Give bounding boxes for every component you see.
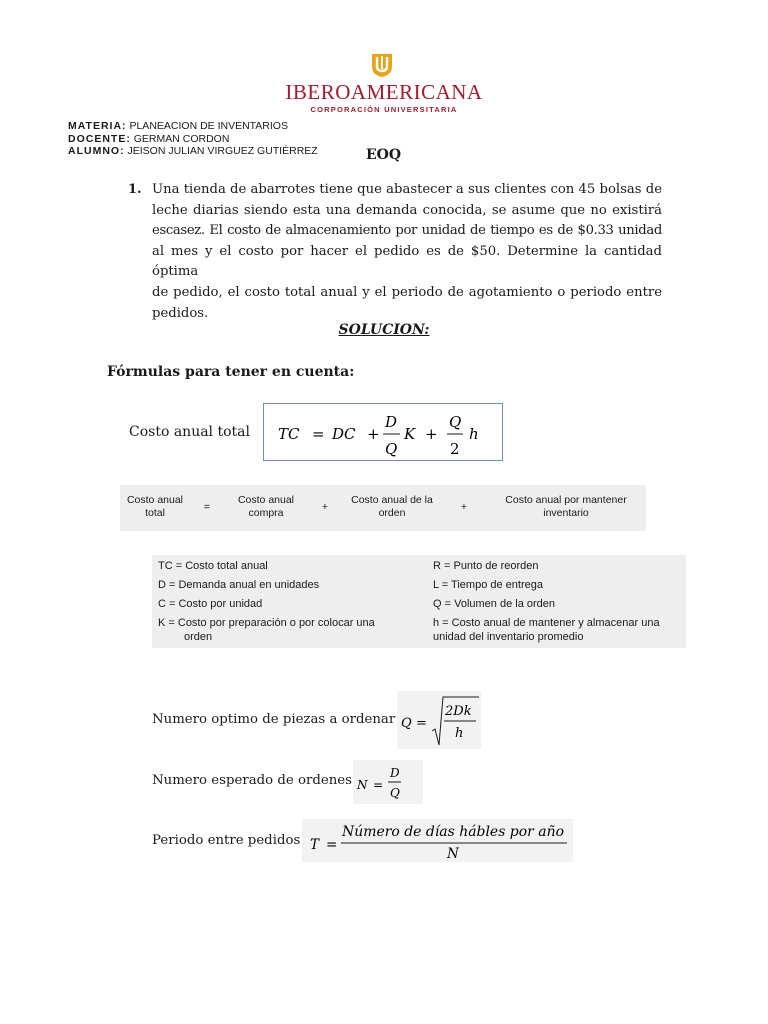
alumno-label: ALUMNO: [68, 145, 125, 157]
formula-n-den: Q [390, 786, 400, 800]
formula-q-lhs: Q [401, 716, 412, 731]
cost-cell-line: Costo anual [126, 494, 184, 506]
problem-statement [128, 180, 662, 324]
formulas-title: Fórmulas para tener en cuenta: [107, 364, 355, 380]
cost-cell-line: Costo anual de la [351, 494, 433, 506]
docente-label: DOCENTE: [68, 132, 131, 145]
cost-cell-orden [340, 494, 444, 520]
legend-item: unidad del inventario promedio [433, 631, 584, 643]
problem-line: de pedido, el costo total anual y el periodo de agotamiento o periodo entre [152, 284, 662, 300]
alumno-value: JEISON JULIAN VIRGUEZ GUTIÉRREZ [127, 145, 318, 157]
cost-breakdown-band [120, 485, 646, 531]
legend-item: L = Tiempo de entrega [433, 579, 543, 591]
total-cost-formula [263, 403, 503, 461]
problem-number: 1. [128, 182, 142, 197]
alumno-row [68, 145, 318, 158]
problem-line: leche diarias siendo esta una demanda conocida, se asume que no existirá [152, 202, 662, 218]
cost-cell-line: Costo anual [237, 494, 295, 506]
formula-t-den: N [447, 846, 459, 862]
tc-frac1-num: D [385, 413, 398, 431]
formula-n-label: Numero esperado de ordenes [152, 773, 352, 788]
cost-cell-total [120, 494, 190, 520]
cost-cell-line: Costo anual por mantener [505, 494, 627, 506]
materia-value: PLANEACION DE INVENTARIOS [129, 120, 288, 132]
logo-subtitle: CORPORACIÓN UNIVERSITARIA [310, 105, 458, 114]
cost-cell-inventario [490, 494, 642, 520]
formula-q-equals: = [416, 716, 427, 731]
solution-title: SOLUCION: [338, 322, 430, 338]
legend-item: D = Demanda anual en unidades [158, 579, 320, 591]
logo-name: IBEROAMERICANA [285, 80, 483, 104]
legend-item: R = Punto de reorden [433, 560, 539, 572]
tc-equals: = [312, 425, 325, 443]
formula-n-equals: = [373, 778, 384, 792]
cost-op-plus-2: + [460, 501, 468, 513]
legend-item: TC = Costo total anual [158, 560, 268, 572]
problem-text [152, 180, 662, 324]
tc-frac2-den: 2 [450, 440, 460, 458]
formula-n-lhs: N [357, 778, 368, 792]
problem-line: escasez. El costo de almacenamiento por unidad de tiempo es de $0.33 unidad [152, 223, 662, 239]
problem-line: al mes y el costo por hacer el pedido es de $50. Determine la cantidad óptima [152, 243, 662, 280]
formula-q-den: h [455, 726, 464, 741]
cost-cell-compra [224, 494, 308, 520]
formula-q-label: Numero optimo de piezas a ordenar [152, 712, 396, 727]
university-logo [0, 50, 768, 112]
cost-op-plus-1: + [321, 501, 329, 513]
formula-q [397, 691, 481, 749]
formula-n-num: D [390, 766, 400, 780]
formula-t-num: Número de días hábles por año [340, 824, 564, 840]
problem-line: Una tienda de abarrotes tiene que abastecer a sus clientes con 45 bolsas de [152, 182, 662, 197]
shield-logo-icon [370, 52, 394, 78]
docente-value: GERMAN CORDON [133, 132, 230, 145]
tc-term-h: h [469, 425, 479, 443]
tc-symbol: TC [278, 425, 300, 443]
formula-t-lhs: T [310, 837, 320, 853]
tc-term-dc: DC [332, 425, 356, 443]
cost-cell-line: total [145, 507, 165, 519]
formula-n [353, 760, 423, 804]
variables-legend [152, 555, 686, 648]
materia-row [68, 120, 318, 133]
legend-item: C = Costo por unidad [158, 598, 263, 610]
cost-op-equals: = [203, 501, 211, 513]
formula-t-label: Periodo entre pedidos [152, 833, 301, 848]
topic-title: EOQ [366, 147, 402, 163]
docente-row [68, 133, 318, 146]
cost-cell-line: compra [248, 507, 284, 519]
tc-plus-1: + [367, 425, 380, 443]
formula-q-num: 2Dk [445, 704, 472, 719]
total-cost-label: Costo anual total [129, 424, 250, 440]
cost-cell-line: inventario [543, 507, 589, 519]
tc-plus-2: + [425, 425, 438, 443]
tc-frac1-den: Q [385, 440, 398, 458]
legend-item: orden [184, 631, 213, 643]
problem-line: pedidos. [152, 305, 209, 321]
cost-cell-line: orden [378, 507, 406, 519]
legend-item: h = Costo anual de mantener y almacenar una [433, 617, 660, 629]
formula-t-equals: = [326, 837, 338, 853]
materia-label: MATERIA: [68, 120, 127, 132]
legend-item: Q = Volumen de la orden [433, 598, 555, 610]
formula-t [302, 819, 573, 862]
tc-term-k: K [404, 425, 416, 443]
tc-frac2-num: Q [449, 413, 462, 431]
legend-item: K = Costo por preparación o por colocar una [158, 617, 375, 629]
header-info [68, 120, 318, 158]
